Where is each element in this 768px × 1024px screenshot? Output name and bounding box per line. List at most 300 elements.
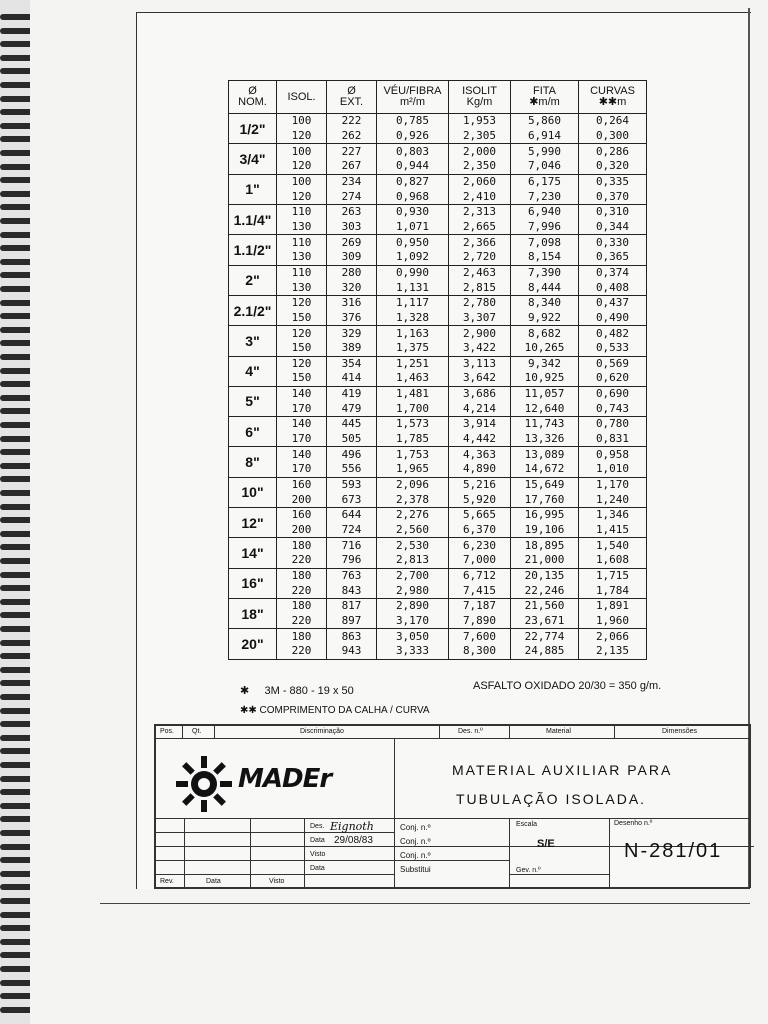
table-cell: 2,313	[449, 204, 511, 219]
spiral-coil	[0, 857, 34, 863]
date-value: 29/08/83	[334, 835, 373, 846]
note-asphalt: ASFALTO OXIDADO 20/30 = 350 g/m.	[473, 680, 662, 692]
spiral-coil	[0, 313, 34, 319]
table-cell: 0,950	[377, 235, 449, 250]
table-cell: 262	[327, 129, 377, 144]
nominal-diameter-cell: 20"	[229, 629, 277, 660]
table-cell: 120	[277, 189, 327, 204]
column-header	[229, 81, 277, 114]
nominal-diameter-cell: 18"	[229, 599, 277, 629]
spiral-coil	[0, 612, 34, 618]
table-cell: 2,000	[449, 144, 511, 159]
table-cell: 8,154	[511, 250, 579, 265]
nominal-diameter-cell: 3"	[229, 326, 277, 356]
table-row	[229, 508, 647, 523]
table-cell: 21,560	[511, 599, 579, 614]
table-cell: 170	[277, 432, 327, 447]
spiral-coil	[0, 476, 34, 482]
drawing-title-line1: MATERIAL AUXILIAR PARA	[452, 762, 673, 778]
col-des-no: Des. n.º	[458, 728, 483, 735]
table-cell: 220	[277, 583, 327, 598]
spiral-coil	[0, 436, 34, 442]
spiral-coil	[0, 640, 34, 646]
spiral-coil	[0, 191, 34, 197]
spiral-coil	[0, 82, 34, 88]
table-cell: 796	[327, 553, 377, 568]
table-cell: 0,437	[579, 295, 647, 310]
table-cell: 0,968	[377, 189, 449, 204]
spiral-coil	[0, 748, 34, 754]
table-cell: 2,890	[377, 599, 449, 614]
spiral-coil	[0, 327, 34, 333]
table-cell: 3,333	[377, 644, 449, 660]
table-cell: 1,328	[377, 311, 449, 326]
spiral-coil	[0, 422, 34, 428]
table-cell: 130	[277, 220, 327, 235]
substitui-label: Substitui	[400, 865, 431, 874]
table-row	[229, 250, 647, 265]
table-cell: 7,098	[511, 235, 579, 250]
table-cell: 2,560	[377, 523, 449, 538]
table-row	[229, 553, 647, 568]
table-cell: 1,891	[579, 599, 647, 614]
table-cell: 0,344	[579, 220, 647, 235]
table-row	[229, 492, 647, 507]
table-cell: 1,784	[579, 583, 647, 598]
table-cell: 2,530	[377, 538, 449, 553]
table-cell: 140	[277, 447, 327, 462]
table-cell: 13,089	[511, 447, 579, 462]
spiral-coil	[0, 708, 34, 714]
column-header-line2: EXT.	[339, 96, 364, 108]
table-cell: 0,690	[579, 386, 647, 401]
spiral-coil	[0, 721, 34, 727]
table-cell: 1,163	[377, 326, 449, 341]
table-row	[229, 477, 647, 492]
spiral-coil	[0, 925, 34, 931]
spiral-coil	[0, 803, 34, 809]
table-cell: 150	[277, 341, 327, 356]
table-cell: 2,366	[449, 235, 511, 250]
table-cell: 1,071	[377, 220, 449, 235]
table-cell: 227	[327, 144, 377, 159]
table-cell: 17,760	[511, 492, 579, 507]
table-cell: 593	[327, 477, 377, 492]
spiral-coil	[0, 232, 34, 238]
table-cell: 2,665	[449, 220, 511, 235]
table-cell: 6,370	[449, 523, 511, 538]
column-header	[277, 81, 327, 114]
table-cell: 7,230	[511, 189, 579, 204]
table-cell: 22,246	[511, 583, 579, 598]
spiral-coil	[0, 830, 34, 836]
table-cell: 5,860	[511, 114, 579, 129]
nominal-diameter-cell: 12"	[229, 508, 277, 538]
column-header	[327, 81, 377, 114]
spiral-coil	[0, 667, 34, 673]
table-cell: 200	[277, 523, 327, 538]
table-cell: 280	[327, 265, 377, 280]
table-cell: 2,815	[449, 280, 511, 295]
col-discriminacao: Discriminação	[300, 728, 344, 735]
table-cell: 120	[277, 356, 327, 371]
table-cell: 14,672	[511, 462, 579, 477]
table-cell: 3,642	[449, 371, 511, 386]
table-cell: 2,720	[449, 250, 511, 265]
table-cell: 0,780	[579, 417, 647, 432]
double-asterisk-mark: ✱✱	[240, 705, 257, 716]
table-cell: 2,813	[377, 553, 449, 568]
spiral-coil	[0, 626, 34, 632]
designer-signature: Eignoth	[330, 820, 374, 833]
table-cell: 843	[327, 583, 377, 598]
table-cell: 1,573	[377, 417, 449, 432]
column-header	[511, 81, 579, 114]
table-row	[229, 538, 647, 553]
table-cell: 2,060	[449, 174, 511, 189]
spiral-coil	[0, 939, 34, 945]
nominal-diameter-cell: 2"	[229, 265, 277, 295]
desenho-label: Desenho n.º	[614, 820, 653, 827]
table-cell: 316	[327, 295, 377, 310]
table-cell: 1,608	[579, 553, 647, 568]
table-row	[229, 189, 647, 204]
table-cell: 863	[327, 629, 377, 644]
gev-label: Gev. n.º	[516, 867, 541, 874]
table-cell: 23,671	[511, 614, 579, 629]
table-cell: 8,300	[449, 644, 511, 660]
table-cell: 0,827	[377, 174, 449, 189]
nominal-diameter-cell: 1"	[229, 174, 277, 204]
table-cell: 479	[327, 401, 377, 416]
table-cell: 0,990	[377, 265, 449, 280]
spiral-coil	[0, 735, 34, 741]
table-cell: 200	[277, 492, 327, 507]
col-dimensoes: Dimensões	[662, 728, 698, 735]
table-cell: 120	[277, 295, 327, 310]
table-cell: 10,265	[511, 341, 579, 356]
table-cell: 130	[277, 280, 327, 295]
table-cell: 24,885	[511, 644, 579, 660]
table-cell: 309	[327, 250, 377, 265]
spiral-coil	[0, 980, 34, 986]
table-cell: 1,375	[377, 341, 449, 356]
table-cell: 4,442	[449, 432, 511, 447]
asterisk-mark: ✱	[240, 685, 250, 697]
nominal-diameter-cell: 16"	[229, 568, 277, 598]
spiral-coil	[0, 653, 34, 659]
table-cell: 1,481	[377, 386, 449, 401]
pipe-insulation-table	[228, 80, 647, 660]
spiral-coil	[0, 286, 34, 292]
table-cell: 2,410	[449, 189, 511, 204]
nominal-diameter-cell: 8"	[229, 447, 277, 477]
table-row	[229, 432, 647, 447]
table-row	[229, 235, 647, 250]
col-pos: Pos.	[160, 728, 175, 735]
table-row	[229, 144, 647, 159]
table-cell: 220	[277, 614, 327, 629]
table-cell: 2,096	[377, 477, 449, 492]
spiral-coil	[0, 136, 34, 142]
spiral-coil	[0, 599, 34, 605]
table-cell: 2,066	[579, 629, 647, 644]
table-cell: 5,990	[511, 144, 579, 159]
spiral-coil	[0, 245, 34, 251]
table-cell: 160	[277, 508, 327, 523]
conj-2: Conj. n.º	[400, 837, 431, 846]
column-header-line1: FITA	[532, 85, 556, 97]
table-cell: 180	[277, 629, 327, 644]
table-cell: 12,640	[511, 401, 579, 416]
table-cell: 0,958	[579, 447, 647, 462]
table-cell: 7,415	[449, 583, 511, 598]
table-cell: 10,925	[511, 371, 579, 386]
spiral-coil	[0, 204, 34, 210]
column-header-line1: Ø	[347, 85, 356, 97]
table-cell: 140	[277, 386, 327, 401]
table-cell: 4,214	[449, 401, 511, 416]
spiral-coil	[0, 680, 34, 686]
spiral-binding	[0, 0, 34, 1024]
col-material: Material	[546, 728, 571, 735]
table-row	[229, 280, 647, 295]
table-cell: 7,000	[449, 553, 511, 568]
table-row	[229, 326, 647, 341]
table-cell: 943	[327, 644, 377, 660]
spiral-coil	[0, 531, 34, 537]
spiral-coil	[0, 381, 34, 387]
table-cell: 0,264	[579, 114, 647, 129]
table-cell: 1,960	[579, 614, 647, 629]
rev-visto-label: Visto	[269, 878, 285, 885]
table-cell: 180	[277, 538, 327, 553]
spiral-coil	[0, 218, 34, 224]
spiral-coil	[0, 898, 34, 904]
spiral-coil	[0, 789, 34, 795]
table-cell: 7,600	[449, 629, 511, 644]
table-cell: 274	[327, 189, 377, 204]
table-cell: 419	[327, 386, 377, 401]
table-cell: 0,370	[579, 189, 647, 204]
spiral-coil	[0, 912, 34, 918]
table-row	[229, 447, 647, 462]
company-logo	[174, 754, 384, 814]
table-row	[229, 129, 647, 144]
visto-label: Visto	[310, 851, 326, 858]
table-cell: 140	[277, 417, 327, 432]
table-cell: 303	[327, 220, 377, 235]
table-cell: 170	[277, 462, 327, 477]
table-cell: 897	[327, 614, 377, 629]
spiral-coil	[0, 1007, 34, 1013]
title-block	[154, 724, 750, 888]
spiral-coil	[0, 816, 34, 822]
nominal-diameter-cell: 4"	[229, 356, 277, 386]
nominal-diameter-cell: 2.1/2"	[229, 295, 277, 325]
table-cell: 7,996	[511, 220, 579, 235]
note-2	[240, 705, 430, 716]
table-cell: 150	[277, 371, 327, 386]
conj-1: Conj. n.º	[400, 823, 431, 832]
table-cell: 0,490	[579, 311, 647, 326]
table-cell: 8,444	[511, 280, 579, 295]
spiral-coil	[0, 368, 34, 374]
drawing-title-line2: TUBULAÇÃO ISOLADA.	[456, 791, 647, 807]
table-cell: 376	[327, 311, 377, 326]
table-cell: 100	[277, 114, 327, 129]
table-cell: 1,346	[579, 508, 647, 523]
note-tape-spec: 3M - 880 - 19 x 50	[264, 685, 354, 697]
table-cell: 0,300	[579, 129, 647, 144]
table-cell: 22,774	[511, 629, 579, 644]
table-cell: 160	[277, 477, 327, 492]
table-row	[229, 114, 647, 129]
table-cell: 8,340	[511, 295, 579, 310]
spiral-coil	[0, 871, 34, 877]
table-cell: 2,463	[449, 265, 511, 280]
table-cell: 1,131	[377, 280, 449, 295]
table-cell: 100	[277, 144, 327, 159]
table-cell: 6,175	[511, 174, 579, 189]
spiral-coil	[0, 993, 34, 999]
table-cell: 9,922	[511, 311, 579, 326]
spiral-coil	[0, 463, 34, 469]
column-header-line1: VÉU/FIBRA	[383, 85, 442, 97]
spiral-coil	[0, 123, 34, 129]
table-cell: 3,050	[377, 629, 449, 644]
table-cell: 15,649	[511, 477, 579, 492]
table-cell: 0,944	[377, 159, 449, 174]
table-row	[229, 204, 647, 219]
spiral-coil	[0, 41, 34, 47]
table-cell: 8,682	[511, 326, 579, 341]
table-row	[229, 462, 647, 477]
column-header	[579, 81, 647, 114]
nominal-diameter-cell: 1/2"	[229, 114, 277, 144]
table-cell: 0,330	[579, 235, 647, 250]
spiral-coil	[0, 585, 34, 591]
table-cell: 130	[277, 250, 327, 265]
table-cell: 0,785	[377, 114, 449, 129]
spiral-coil	[0, 844, 34, 850]
table-cell: 320	[327, 280, 377, 295]
table-cell: 220	[277, 553, 327, 568]
table-cell: 817	[327, 599, 377, 614]
table-cell: 0,831	[579, 432, 647, 447]
table-cell: 0,569	[579, 356, 647, 371]
table-cell: 644	[327, 508, 377, 523]
nominal-diameter-cell: 3/4"	[229, 144, 277, 174]
column-header	[377, 81, 449, 114]
table-row	[229, 583, 647, 598]
table-cell: 1,010	[579, 462, 647, 477]
table-cell: 170	[277, 401, 327, 416]
table-row	[229, 311, 647, 326]
table-cell: 716	[327, 538, 377, 553]
table-cell: 2,350	[449, 159, 511, 174]
table-cell: 2,980	[377, 583, 449, 598]
table-row	[229, 568, 647, 583]
spiral-coil	[0, 109, 34, 115]
table-cell: 5,920	[449, 492, 511, 507]
table-cell: 0,365	[579, 250, 647, 265]
column-header-line1: Ø	[248, 85, 257, 97]
table-cell: 180	[277, 568, 327, 583]
column-header	[449, 81, 511, 114]
table-cell: 7,390	[511, 265, 579, 280]
page-rule	[100, 903, 750, 904]
spiral-coil	[0, 68, 34, 74]
table-cell: 556	[327, 462, 377, 477]
table-cell: 1,117	[377, 295, 449, 310]
table-cell: 6,914	[511, 129, 579, 144]
table-cell: 2,378	[377, 492, 449, 507]
spiral-coil	[0, 14, 34, 20]
table-cell: 445	[327, 417, 377, 432]
data2-label: Data	[310, 865, 325, 872]
spiral-coil	[0, 884, 34, 890]
table-cell: 110	[277, 265, 327, 280]
spiral-coil	[0, 408, 34, 414]
table-cell: 6,230	[449, 538, 511, 553]
nominal-diameter-cell: 5"	[229, 386, 277, 416]
table-cell: 0,310	[579, 204, 647, 219]
spiral-coil	[0, 55, 34, 61]
table-cell: 1,170	[579, 477, 647, 492]
table-cell: 2,900	[449, 326, 511, 341]
table-cell: 11,057	[511, 386, 579, 401]
column-header-line2: ✱✱m	[598, 96, 627, 108]
table-cell: 1,785	[377, 432, 449, 447]
table-cell: 0,482	[579, 326, 647, 341]
table-cell: 0,374	[579, 265, 647, 280]
spiral-coil	[0, 544, 34, 550]
drawing-number: N-281/01	[624, 840, 723, 862]
table-cell: 2,135	[579, 644, 647, 660]
spiral-coil	[0, 558, 34, 564]
table-row	[229, 265, 647, 280]
table-cell: 110	[277, 204, 327, 219]
table-cell: 414	[327, 371, 377, 386]
table-cell: 19,106	[511, 523, 579, 538]
column-header-line2: m²/m	[399, 96, 426, 108]
table-cell: 180	[277, 599, 327, 614]
table-cell: 1,240	[579, 492, 647, 507]
nominal-diameter-cell: 6"	[229, 417, 277, 447]
table-cell: 1,965	[377, 462, 449, 477]
table-cell: 3,307	[449, 311, 511, 326]
table-row	[229, 644, 647, 660]
table-cell: 0,408	[579, 280, 647, 295]
table-cell: 5,665	[449, 508, 511, 523]
table-cell: 3,113	[449, 356, 511, 371]
table-cell: 0,286	[579, 144, 647, 159]
table-cell: 1,715	[579, 568, 647, 583]
table-row	[229, 523, 647, 538]
table-cell: 3,914	[449, 417, 511, 432]
table-cell: 1,463	[377, 371, 449, 386]
column-header-line1: ISOL.	[287, 90, 316, 103]
spiral-coil	[0, 354, 34, 360]
table-cell: 7,187	[449, 599, 511, 614]
table-cell: 329	[327, 326, 377, 341]
table-row	[229, 220, 647, 235]
table-header-row	[229, 81, 647, 114]
table-cell: 18,895	[511, 538, 579, 553]
nominal-diameter-cell: 1.1/2"	[229, 235, 277, 265]
spiral-coil	[0, 28, 34, 34]
